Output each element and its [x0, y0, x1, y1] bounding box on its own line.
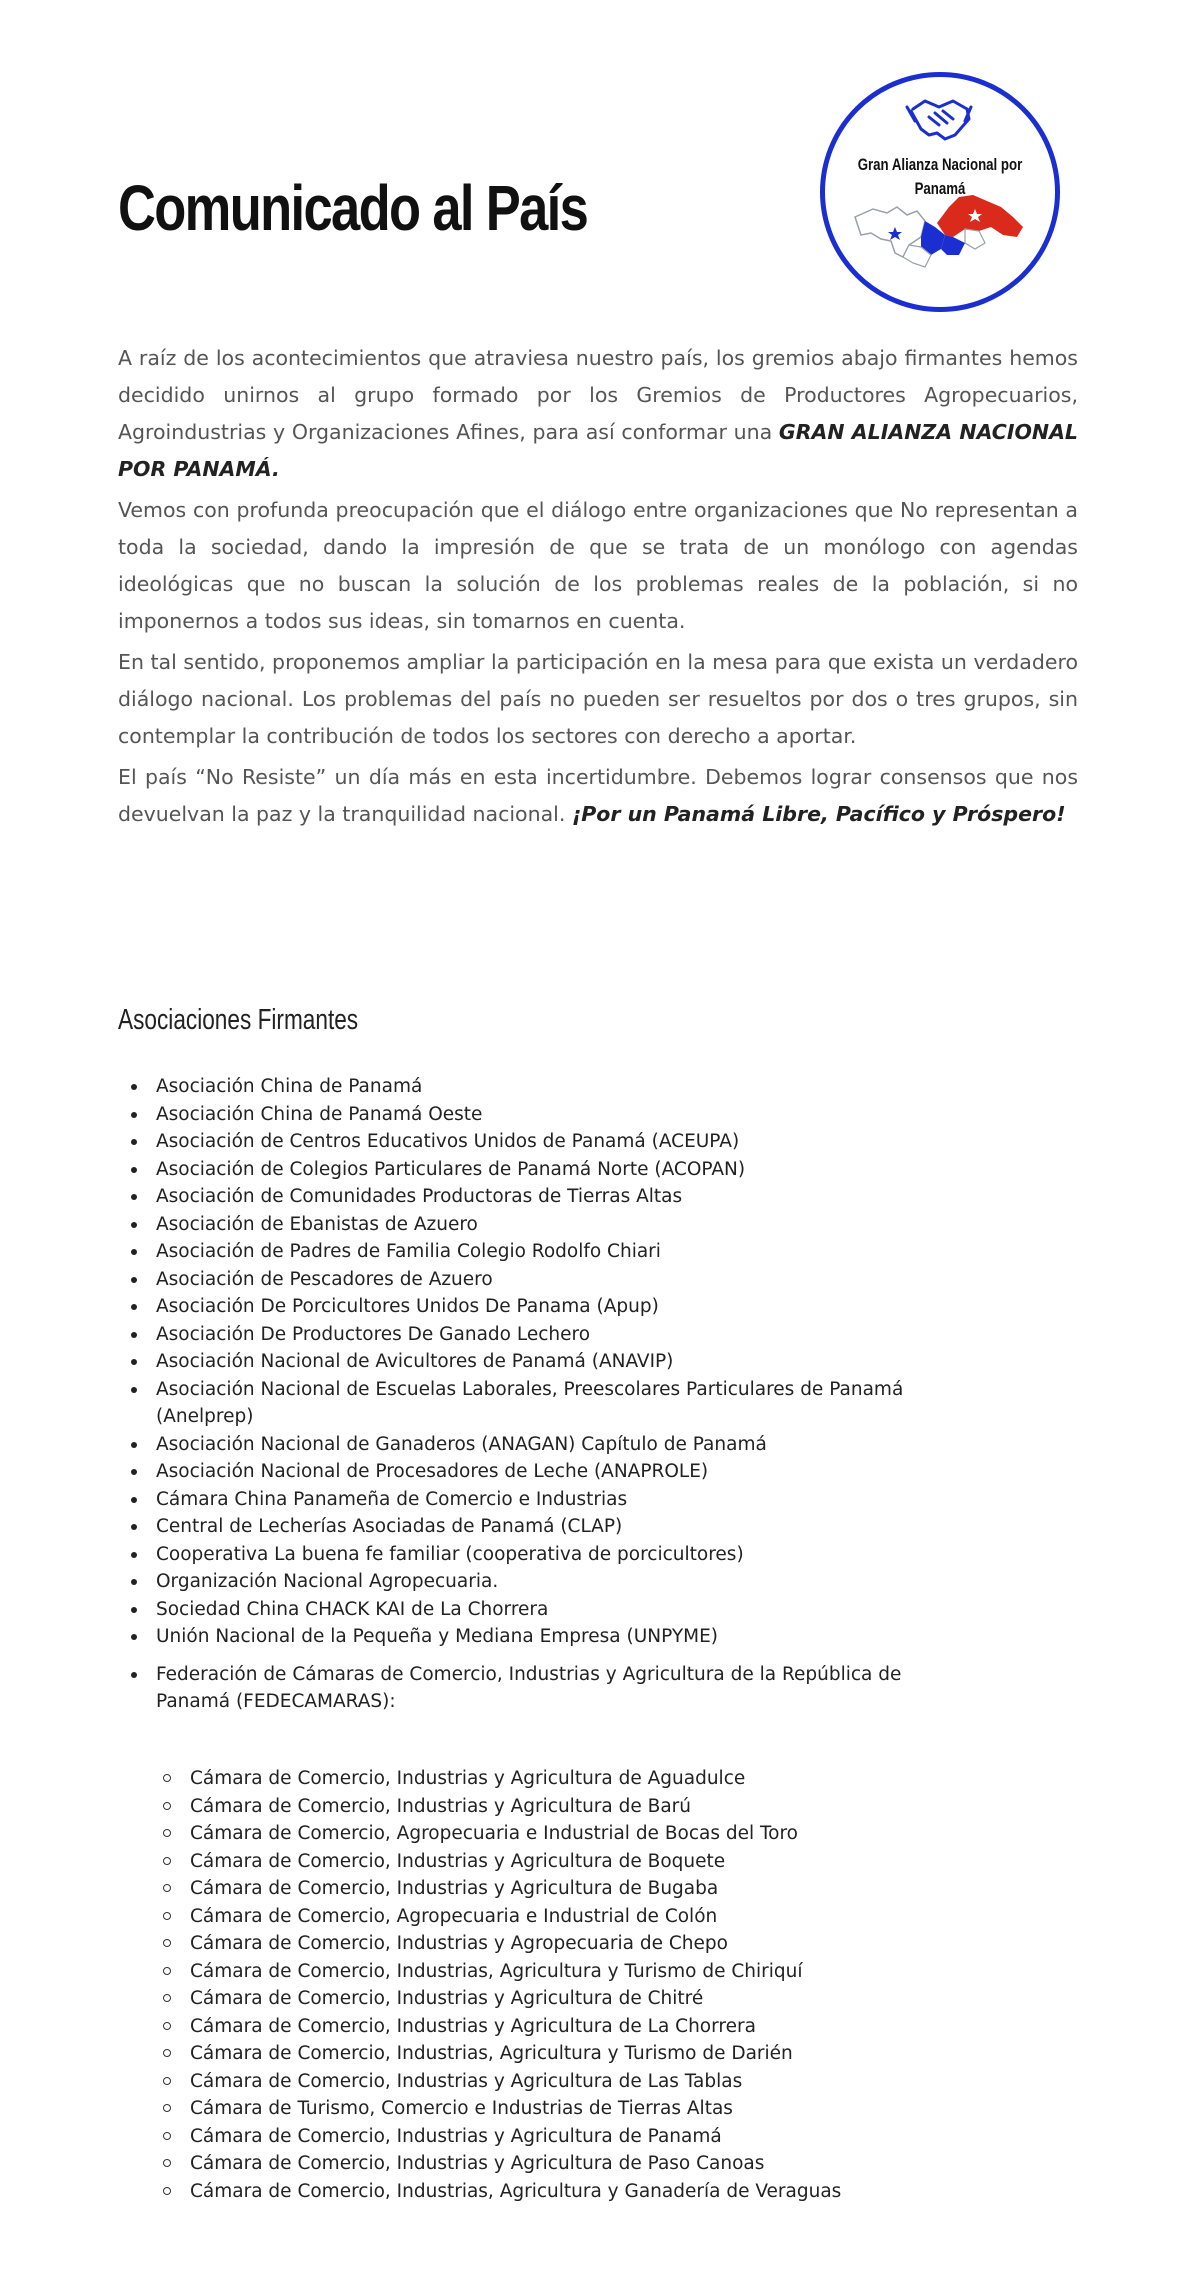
list-item: Cámara de Comercio, Industrias y Agricultura de Bugaba [160, 1875, 980, 1903]
alliance-logo [820, 72, 1060, 312]
chambers-list [160, 1765, 980, 2205]
list-item: Asociación de Centros Educativos Unidos de Panamá (ACEUPA) [126, 1128, 946, 1156]
list-item: Asociación de Padres de Familia Colegio Rodolfo Chiari [126, 1238, 946, 1266]
list-item: Cámara de Comercio, Industrias y Agricultura de Paso Canoas [160, 2150, 980, 2178]
logo-text-line2: Panamá [914, 179, 966, 198]
list-item: Cámara de Comercio, Industrias y Agricultura de La Chorrera [160, 2013, 980, 2041]
paragraph-3: En tal sentido, proponemos ampliar la participación en la mesa para que exista un verdadero diálogo nacional. Los problemas del país no pueden ser resueltos por dos o tres grupos, sin contemplar la contribución de todos los sectores con derecho a aportar. [118, 650, 1078, 748]
list-item: Asociación de Colegios Particulares de Panamá Norte (ACOPAN) [126, 1156, 946, 1184]
list-item: Organización Nacional Agropecuaria. [126, 1568, 946, 1596]
paragraph-4-text: El país “No Resiste” un día más en esta incertidumbre. Debemos lograr consensos que nos devuelvan la paz y la tranquilidad nacional. [118, 765, 1078, 826]
list-item: Cooperativa La buena fe familiar (cooperativa de porcicultores) [126, 1541, 946, 1569]
list-item: Central de Lecherías Asociadas de Panamá (CLAP) [126, 1513, 946, 1541]
paragraph-1 [118, 340, 1078, 488]
list-item: Asociación Nacional de Escuelas Laborales, Preescolares Particulares de Panamá (Anelprep) [126, 1376, 946, 1431]
list-item: Cámara de Comercio, Industrias y Agricultura de Las Tablas [160, 2068, 980, 2096]
logo-text [825, 153, 1055, 201]
list-item: Cámara China Panameña de Comercio e Industrias [126, 1486, 946, 1514]
list-item: Asociación de Comunidades Productoras de Tierras Altas [126, 1183, 946, 1211]
list-item: Asociación de Ebanistas de Azuero [126, 1211, 946, 1239]
logo-text-line1: Gran Alianza Nacional por [857, 155, 1023, 174]
section-heading: Asociaciones Firmantes [118, 1004, 359, 1036]
list-item: Asociación Nacional de Ganaderos (ANAGAN) Capítulo de Panamá [126, 1431, 946, 1459]
list-item: Asociación De Productores De Ganado Lechero [126, 1321, 946, 1349]
list-item: Asociación de Pescadores de Azuero [126, 1266, 946, 1294]
page-title: Comunicado al País [118, 172, 588, 244]
list-item: Cámara de Comercio, Industrias y Agricultura de Aguadulce [160, 1765, 980, 1793]
panama-map-icon [855, 195, 1023, 267]
list-item: Asociación China de Panamá Oeste [126, 1101, 946, 1129]
paragraph-1-emphasis: GRAN ALIANZA NACIONAL POR PANAMÁ. [118, 420, 1078, 481]
list-item: Sociedad China CHACK KAI de La Chorrera [126, 1596, 946, 1624]
list-item: Cámara de Comercio, Industrias y Agricultura de Boquete [160, 1848, 980, 1876]
list-item: Asociación Nacional de Avicultores de Panamá (ANAVIP) [126, 1348, 946, 1376]
paragraph-2: Vemos con profunda preocupación que el diálogo entre organizaciones que No representan a toda la sociedad, dando la impresión de que se trata de un monólogo con agendas ideológicas que no buscan la solución de los problemas reales de la población, si no imponernos a todos sus ideas, sin tomarnos en cuenta. [118, 498, 1078, 633]
list-item: Unión Nacional de la Pequeña y Mediana Empresa (UNPYME) [126, 1623, 946, 1651]
list-item: Asociación Nacional de Procesadores de Leche (ANAPROLE) [126, 1458, 946, 1486]
paragraph-4 [118, 759, 1078, 833]
list-item: Cámara de Comercio, Industrias y Agricultura de Panamá [160, 2123, 980, 2151]
list-item: Asociación China de Panamá [126, 1073, 946, 1101]
list-item: Cámara de Comercio, Industrias, Agricultura y Turismo de Chiriquí [160, 1958, 980, 1986]
list-item: Cámara de Comercio, Agropecuaria e Industrial de Bocas del Toro [160, 1820, 980, 1848]
federation-item: Federación de Cámaras de Comercio, Industrias y Agricultura de la República de Panamá (FEDECAMARAS): [126, 1661, 946, 1716]
list-item: Cámara de Comercio, Industrias, Agricultura y Turismo de Darién [160, 2040, 980, 2068]
paragraph-1-text: A raíz de los acontecimientos que atraviesa nuestro país, los gremios abajo firmantes hemos decidido unirnos al grupo formado por los Gremios de Productores Agropecuarios, Agroindustrias y Organizaciones Afines, para así conformar una [118, 346, 1078, 444]
list-item: Cámara de Comercio, Industrias y Agricultura de Barú [160, 1793, 980, 1821]
associations-list [126, 1073, 946, 1716]
list-item: Asociación De Porcicultores Unidos De Panama (Apup) [126, 1293, 946, 1321]
list-item: Cámara de Turismo, Comercio e Industrias de Tierras Altas [160, 2095, 980, 2123]
list-item: Cámara de Comercio, Industrias y Agropecuaria de Chepo [160, 1930, 980, 1958]
statement-body [118, 340, 1078, 837]
list-item: Cámara de Comercio, Industrias, Agricultura y Ganadería de Veraguas [160, 2178, 980, 2206]
list-item: Cámara de Comercio, Agropecuaria e Industrial de Colón [160, 1903, 980, 1931]
list-item: Cámara de Comercio, Industrias y Agricultura de Chitré [160, 1985, 980, 2013]
paragraph-4-emphasis: ¡Por un Panamá Libre, Pacífico y Próspero! [571, 802, 1066, 826]
handshake-icon [907, 101, 971, 139]
